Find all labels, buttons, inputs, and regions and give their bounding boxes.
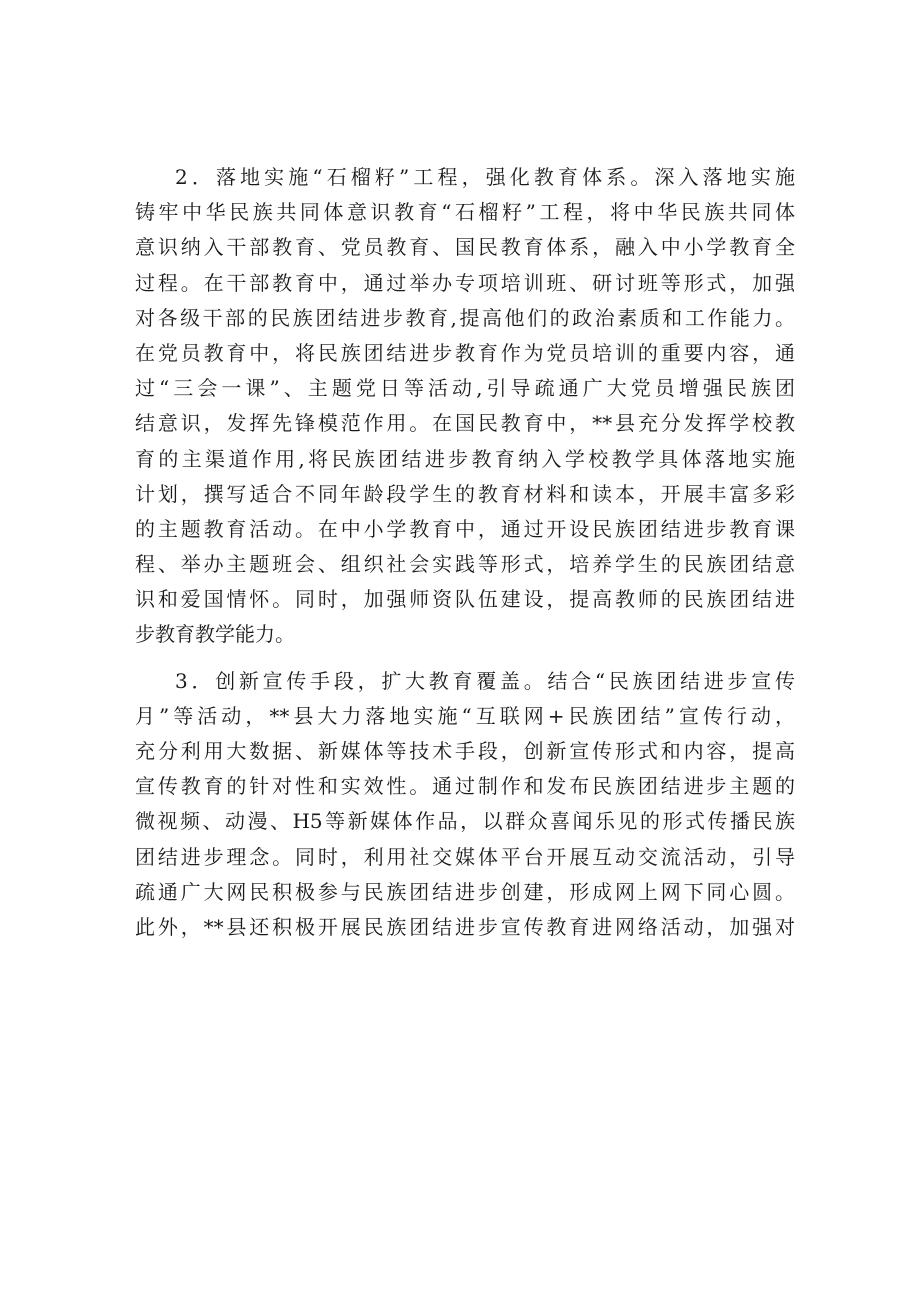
text-line: 微视频、动漫、H5等新媒体作品，以群众喜闻乐见的形式传播民族 bbox=[135, 809, 795, 834]
paragraph-2-education-system bbox=[135, 160, 795, 653]
text-line: 步教育教学能力。 bbox=[135, 622, 295, 647]
text-line: 在党员教育中，将民族团结进步教育作为党员培训的重要内容，通 bbox=[135, 340, 795, 365]
text-line: 过“三会一课”、主题党日等活动,引导疏通广大党员增强民族团 bbox=[135, 376, 795, 401]
text-line: 计划，撰写适合不同年龄段学生的教育材料和读本，开展丰富多彩 bbox=[135, 481, 795, 506]
paragraph-spacer bbox=[135, 653, 795, 664]
paragraph-3-publicity-coverage bbox=[135, 664, 795, 946]
text-line: 结意识，发挥先锋模范作用。在国民教育中，**县充分发挥学校教 bbox=[135, 411, 795, 436]
text-line: 疏通广大网民积极参与民族团结进步创建，形成网上网下同心圆。 bbox=[135, 879, 795, 904]
text-line: 程、举办主题班会、组织社会实践等形式，培养学生的民族团结意 bbox=[135, 552, 795, 577]
text-line: 团结进步理念。同时，利用社交媒体平台开展互动交流活动，引导 bbox=[135, 844, 795, 869]
text-line: 3．创新宣传手段，扩大教育覆盖。结合“民族团结进步宣传 bbox=[175, 668, 795, 693]
text-line: 的主题教育活动。在中小学教育中，通过开设民族团结进步教育课 bbox=[135, 516, 795, 541]
text-line: 对各级干部的民族团结进步教育,提高他们的政治素质和工作能力。 bbox=[135, 305, 795, 330]
text-line: 铸牢中华民族共同体意识教育“石榴籽”工程，将中华民族共同体 bbox=[135, 200, 795, 225]
text-line: 2．落地实施“石榴籽”工程，强化教育体系。深入落地实施 bbox=[175, 165, 795, 189]
text-line: 识和爱国情怀。同时，加强师资队伍建设，提高教师的民族团结进 bbox=[135, 587, 795, 612]
text-line: 充分利用大数据、新媒体等技术手段，创新宣传形式和内容，提高 bbox=[135, 739, 795, 763]
text-line: 育的主渠道作用,将民族团结进步教育纳入学校教学具体落地实施 bbox=[135, 446, 795, 471]
text-line: 此外，**县还积极开展民族团结进步宣传教育进网络活动，加强对 bbox=[135, 914, 795, 939]
document-body bbox=[135, 160, 795, 945]
text-line: 过程。在干部教育中，通过举办专项培训班、研讨班等形式，加强 bbox=[135, 270, 795, 295]
text-line: 意识纳入干部教育、党员教育、国民教育体系，融入中小学教育全 bbox=[135, 235, 795, 260]
text-line: 月”等活动，**县大力落地实施“互联网+民族团结”宣传行动， bbox=[135, 703, 795, 728]
text-line: 宣传教育的针对性和实效性。通过制作和发布民族团结进步主题的 bbox=[135, 774, 795, 799]
